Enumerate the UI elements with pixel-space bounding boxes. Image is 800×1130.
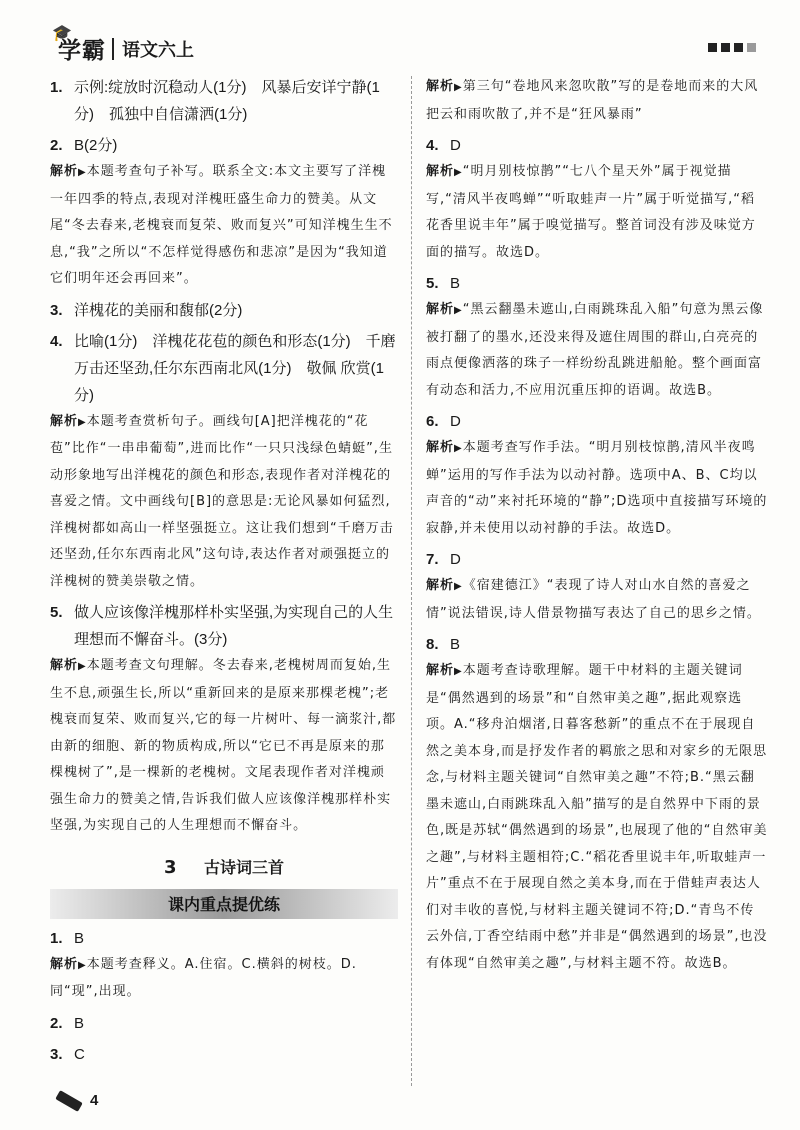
- answer-text: 洋槐花的美丽和馥郁(2分): [74, 301, 243, 319]
- analysis-paragraph: [50, 653, 398, 840]
- triangle-icon: ▶: [78, 416, 87, 428]
- block-icon: [747, 43, 756, 52]
- triangle-icon: ▶: [454, 82, 463, 93]
- analysis-label: 解析: [50, 164, 79, 179]
- analysis-text: “明月别枝惊鹊”“七八个星天外”属于视觉描写,“清风半夜鸣蝉”“听取蛙声一片”属于听觉描写,“稻花香里说丰年”属于嗅觉描写。整首词没有涉及味觉方面的描写。故选D。: [426, 164, 756, 260]
- left-column: [50, 74, 398, 1072]
- answer-number: 3.: [50, 1045, 63, 1063]
- answer-head: [426, 546, 768, 573]
- triangle-icon: ▶: [78, 661, 87, 672]
- answer-text: B: [450, 636, 461, 653]
- brand-logo: [52, 23, 106, 65]
- analysis-text: 本题考查赏析句子。画线句[A]把洋槐花的“花苞”比作“一串串葡萄”,进而比作“一只只浅绿色蜻蜓”,生动形象地写出洋槐花的颜色和形态,表现作者对洋槐花的喜爱之情。文中画线句[B]的意思是:无论风暴如何猛烈,洋槐树都如高山一样坚强挺立。这让我们想到“千磨万击还坚劲,任尔东西南北风”这句诗,表达作者对顽强挺立的洋槐树的赞美崇敬之情。: [50, 413, 394, 589]
- analysis-text: 本题考查文句理解。冬去春来,老槐树周而复始,生生不息,顽强生长,所以“重新回来的是原来那棵老槐”;老槐衰而复荣、败而复兴,它的每一片树叶、每一滴浆汁,都由新的细胞、新的物质构成,所以“它已不再是原来的那棵槐树了”,是一棵新的老槐树。文尾表现作者对洋槐顽强生命力的赞美之情,告诉我们做人应该像洋槐那样朴实坚强,为实现自己的人生理想而不懈奋斗。: [50, 658, 397, 833]
- analysis-paragraph: [426, 159, 768, 266]
- answer-text: 比喻(1分) 洋槐花花苞的颜色和形态(1分) 千磨万击还坚劲,任尔东西南北风(1分) 敬佩 欣赏(1分): [74, 332, 396, 404]
- analysis-paragraph: [426, 658, 768, 977]
- triangle-icon: ▶: [454, 305, 463, 316]
- answer-text: D: [450, 413, 461, 430]
- answer-number: 1.: [50, 929, 63, 947]
- answer-text: 示例:绽放时沉稳动人(1分) 风暴后安详宁静(1分) 孤独中自信潇洒(1分): [74, 79, 380, 123]
- answer-item: [50, 599, 398, 840]
- analysis-label: 解析: [50, 658, 79, 673]
- answer-item: [426, 132, 768, 266]
- analysis-paragraph: [426, 74, 768, 128]
- answer-number: 1.: [50, 79, 63, 96]
- answer-head: [50, 1041, 398, 1068]
- answer-item: [426, 270, 768, 404]
- analysis-label: 解析: [426, 164, 455, 179]
- answer-item: [50, 1010, 398, 1037]
- page-footer: [56, 1092, 98, 1109]
- answer-item: [426, 631, 768, 977]
- analysis-label: 解析: [426, 440, 455, 455]
- answer-number: 4.: [50, 332, 63, 350]
- analysis-label: 解析: [426, 302, 455, 317]
- right-answer-list: [426, 74, 768, 977]
- answer-item: [426, 74, 768, 128]
- triangle-icon: ▶: [78, 167, 87, 178]
- triangle-icon: ▶: [454, 167, 463, 178]
- analysis-text: 本题考查诗歌理解。题干中材料的主题关键词是“偶然遇到的场景”和“自然审美之趣”,据此观察选项。A.“移舟泊烟渚,日暮客愁新”的重点不在于展现自然之美本身,而是抒发作者的羁旅之思和对家乡的无限思念,与材料主题关键词“自然审美之趣”不符;B.“黑云翻墨未遮山,白雨跳珠乱入船”描写的是自然界中下雨的景色,既是苏轼“偶然遇到的场景”,也展现了他的“自然审美之趣”,与材料主题相符;C.“稻花香里说丰年,听取蛙声一片”重点不在于展现自然之美本身,而在于借蛙声表达人们对丰收的喜悦,与材料主题关键词不符;D.“青鸟不传云外信,丁香空结雨中愁”并非是“偶然遇到的场景”,也没有体现“自然审美之趣”,与材料主题不符。故选B。: [426, 663, 768, 971]
- analysis-label: 解析: [50, 956, 79, 972]
- answer-text: D: [450, 551, 461, 568]
- analysis-label: 解析: [426, 578, 455, 593]
- answer-item: [50, 74, 398, 128]
- column-divider: [411, 76, 412, 1086]
- answer-text: B(2分): [74, 137, 118, 154]
- graduation-cap-icon: 🎓: [52, 23, 73, 42]
- section-number: 3: [163, 856, 177, 878]
- answer-head: [426, 270, 768, 297]
- answer-item: [50, 925, 398, 1006]
- answer-text: 做人应该像洋槐那样朴实坚强,为实现自己的人生理想而不懈奋斗。(3分): [74, 604, 394, 648]
- triangle-icon: ▶: [454, 443, 463, 454]
- header-separator: [112, 38, 114, 60]
- practice-banner: [50, 889, 398, 919]
- page-header: [40, 23, 760, 74]
- analysis-label: 解析: [426, 663, 455, 678]
- analysis-text: 本题考查释义。A.住宿。C.横斜的树枝。D.同“现”,出现。: [50, 956, 357, 999]
- answer-text: D: [450, 137, 461, 154]
- analysis-text: 《宿建德江》“表现了诗人对山水自然的喜爱之情”说法错误,诗人借景物描写表达了自己的思乡之情。: [426, 578, 761, 621]
- answer-head: [50, 925, 398, 952]
- answer-number: 5.: [50, 604, 63, 621]
- answer-number: 4.: [426, 137, 439, 154]
- analysis-paragraph: [50, 409, 398, 596]
- block-icon: [721, 43, 730, 52]
- answer-text: B: [74, 1014, 85, 1032]
- analysis-paragraph: [426, 435, 768, 542]
- answer-head: [426, 631, 768, 658]
- answer-item: [50, 297, 398, 324]
- pencil-icon: [55, 1090, 83, 1112]
- triangle-icon: ▶: [454, 581, 463, 592]
- analysis-text: 第三句“卷地风来忽吹散”写的是卷地而来的大风把云和雨吹散了,并不是“狂风暴雨”: [426, 79, 759, 122]
- answer-head: [50, 328, 398, 409]
- answer-item: [50, 1041, 398, 1068]
- practice-banner-label: 课内重点提优练: [167, 894, 280, 914]
- answer-number: 2.: [50, 137, 63, 154]
- brand-logo-text: 学霸: [58, 38, 106, 64]
- answer-text: B: [74, 929, 85, 947]
- analysis-paragraph: [50, 159, 398, 293]
- triangle-icon: ▶: [454, 666, 463, 677]
- answer-number: 3.: [50, 301, 63, 319]
- answer-number: 8.: [426, 636, 439, 653]
- answer-number: 2.: [50, 1014, 63, 1032]
- answer-number: 6.: [426, 413, 439, 430]
- answer-text: B: [450, 275, 461, 292]
- answer-head: [50, 132, 398, 159]
- subject-title: 语文六上: [122, 40, 194, 61]
- answer-head: [50, 74, 398, 128]
- header-decoration-blocks: [708, 43, 756, 52]
- triangle-icon: ▶: [78, 959, 87, 971]
- answer-item: [426, 408, 768, 542]
- answer-number: 7.: [426, 551, 439, 568]
- analysis-text: 本题考查句子补写。联系全文:本文主要写了洋槐一年四季的特点,表现对洋槐旺盛生命力的赞美。从文尾“冬去春来,老槐衰而复荣、败而复兴”可知洋槐生生不息,“我”之所以“不怎样觉得感伤和悲凉”是因为“我知道它们明年还会再回来”。: [50, 164, 393, 286]
- answer-item: [50, 328, 398, 596]
- analysis-paragraph: [426, 573, 768, 627]
- analysis-paragraph: [426, 297, 768, 404]
- page-number: 4: [90, 1092, 99, 1109]
- left-answer-list-section3: [50, 925, 398, 1068]
- analysis-label: 解析: [426, 79, 455, 94]
- analysis-label: 解析: [50, 413, 79, 429]
- answer-number: 5.: [426, 275, 439, 292]
- answer-head: [50, 297, 398, 324]
- answer-text: C: [74, 1045, 85, 1063]
- analysis-text: “黑云翻墨未遮山,白雨跳珠乱入船”句意为黑云像被打翻了的墨水,还没来得及遮住周围的群山,白亮亮的雨点便像洒落的珠子一样纷纷乱跳进船舱。整个画面富有动态和活力,不应用沉重压抑的语调。故选B。: [426, 302, 764, 398]
- answer-item: [50, 132, 398, 293]
- block-icon: [734, 43, 743, 52]
- analysis-text: 本题考查写作手法。“明月别枝惊鹊,清风半夜鸣蝉”运用的写作手法为以动衬静。选项中A、B、C均以声音的“动”来衬托环境的“静”;D选项中直接描写环境的寂静,并未使用以动衬静的手法。故选D。: [426, 440, 768, 536]
- analysis-paragraph: [50, 952, 398, 1006]
- block-icon: [708, 43, 717, 52]
- answer-head: [50, 1010, 398, 1037]
- answer-head: [426, 132, 768, 159]
- answer-item: [426, 546, 768, 627]
- right-column: [426, 74, 768, 981]
- section-title: [50, 854, 398, 881]
- left-answer-list: [50, 74, 398, 840]
- section-name: 古诗词三首: [204, 857, 285, 877]
- answer-head: [50, 599, 398, 653]
- answer-head: [426, 408, 768, 435]
